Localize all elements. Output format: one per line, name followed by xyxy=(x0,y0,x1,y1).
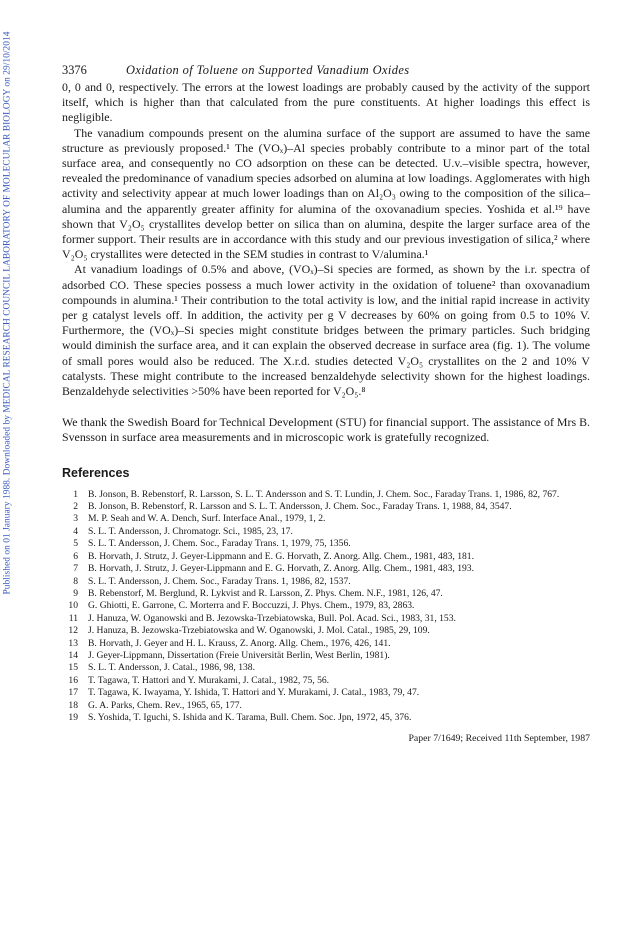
reference-item xyxy=(62,551,590,563)
reference-item xyxy=(62,563,590,575)
reference-item xyxy=(62,600,590,612)
reference-item xyxy=(62,513,590,525)
reference-number: 9 xyxy=(73,587,78,599)
body-paragraph: The vanadium compounds present on the alumina surface of the support are assumed to have the same structure as previously proposed.¹ The (VOₓ)–Al species probably contribute to a minor part of the total surface area, and consequently no CO adsorption on these can be detected. U.v.–visible spectra, however, revealed the predominance of vanadium species adsorbed on alumina at low loadings. Agglomerates with high activity and selectivity appear at much lower loadings than on Al₂O₃ owing to the composition of the silica–alumina and the apparently greater affinity for alumina of the oxovanadium species. Yoshida et al.¹⁹ have shown that V₂O₅ crystallites develop better on silica than on alumina, despite the larger surface area of the former support. Their results are in accordance with this study and our previous investigation of silica,² where V₂O₅ crystallites were detected in the SEM studies in contrast to V/alumina.¹ xyxy=(62,125,590,262)
reference-text: T. Tagawa, K. Iwayama, Y. Ishida, T. Hattori and Y. Murakami, J. Catal., 1983, 79, 47. xyxy=(88,687,420,699)
reference-text: B. Jonson, B. Rebenstorf, R. Larsson, S. L. T. Andersson and S. T. Lundin, J. Chem. Soc., Faraday Trans. 1, 1986, 82, 767. xyxy=(88,488,560,500)
reference-text: B. Rebenstorf, M. Berglund, R. Lykvist and R. Larsson, Z. Phys. Chem. N.F., 1981, 126, 47. xyxy=(88,587,443,599)
reference-number: 10 xyxy=(68,600,78,612)
reference-item xyxy=(62,588,590,600)
acknowledgement: We thank the Swedish Board for Technical Development (STU) for financial support. The assistance of Mrs B. Svensson in surface area measurements and in microscopic work is gratefully recognized. xyxy=(62,415,590,445)
download-watermark-text: Published on 01 January 1988. Downloaded by MEDICAL RESEARCH COUNCIL LABORATORY OF MOLECULAR BIOLOGY on 29/10/2014 xyxy=(2,31,13,594)
reference-text: S. L. T. Andersson, J. Chem. Soc., Faraday Trans. 1, 1979, 75, 1356. xyxy=(88,538,351,550)
reference-number: 13 xyxy=(68,637,78,649)
reference-text: B. Horvath, J. Geyer and H. L. Krauss, Z. Anorg. Allg. Chem., 1976, 426, 141. xyxy=(88,637,391,649)
reference-item xyxy=(62,712,590,724)
reference-number: 5 xyxy=(73,538,78,550)
page-number: 3376 xyxy=(62,63,87,77)
reference-number: 12 xyxy=(68,625,78,637)
running-header xyxy=(62,62,590,80)
reference-item xyxy=(62,501,590,513)
reference-item xyxy=(62,538,590,550)
reference-text: B. Horvath, J. Strutz, J. Geyer-Lippmann and E. G. Horvath, Z. Anorg. Allg. Chem., 1981, 483, 193. xyxy=(88,563,475,575)
reference-item xyxy=(62,638,590,650)
references-list xyxy=(62,489,590,725)
reference-text: B. Jonson, B. Rebenstorf, R. Larsson and S. L. T. Andersson, J. Chem. Soc., Faraday Trans. 1, 1988, 84, 3547. xyxy=(88,501,512,513)
article-page xyxy=(62,62,590,744)
reference-text: B. Horvath, J. Strutz, J. Geyer-Lippmann and E. G. Horvath, Z. Anorg. Allg. Chem., 1981, 483, 181. xyxy=(88,550,475,562)
reference-number: 4 xyxy=(73,525,78,537)
reference-text: T. Tagawa, T. Hattori and Y. Murakami, J. Catal., 1982, 75, 56. xyxy=(88,674,330,686)
reference-text: M. P. Seah and W. A. Dench, Surf. Interface Anal., 1979, 1, 2. xyxy=(88,513,326,525)
reference-item xyxy=(62,650,590,662)
reference-number: 7 xyxy=(73,563,78,575)
reference-item xyxy=(62,662,590,674)
reference-number: 14 xyxy=(68,649,78,661)
reference-number: 3 xyxy=(73,513,78,525)
reference-text: S. L. T. Andersson, J. Chromatogr. Sci., 1985, 23, 17. xyxy=(88,525,293,537)
reference-number: 1 xyxy=(73,488,78,500)
reference-text: S. L. T. Andersson, J. Catal., 1986, 98, 138. xyxy=(88,662,255,674)
received-note: Paper 7/1649; Received 11th September, 1987 xyxy=(408,733,590,745)
reference-number: 16 xyxy=(68,674,78,686)
reference-text: G. Ghiotti, E. Garrone, C. Morterra and F. Boccuzzi, J. Phys. Chem., 1979, 83, 2863. xyxy=(88,600,415,612)
reference-item xyxy=(62,687,590,699)
body-paragraph: 0, 0 and 0, respectively. The errors at the lowest loadings are probably caused by the activity of the support itself, which is higher than that calculated from the pure constituents. At higher loadings this effect is negligible. xyxy=(62,80,590,125)
reference-number: 6 xyxy=(73,550,78,562)
reference-item xyxy=(62,576,590,588)
reference-text: J. Geyer-Lippmann, Dissertation (Freie Universität Berlin, West Berlin, 1981). xyxy=(88,649,390,661)
reference-number: 17 xyxy=(68,687,78,699)
reference-item xyxy=(62,625,590,637)
reference-number: 8 xyxy=(73,575,78,587)
reference-number: 11 xyxy=(68,612,78,624)
reference-text: G. A. Parks, Chem. Rev., 1965, 65, 177. xyxy=(88,699,242,711)
running-title: Oxidation of Toluene on Supported Vanadium Oxides xyxy=(126,63,410,77)
reference-text: S. Yoshida, T. Iguchi, S. Ishida and K. Tarama, Bull. Chem. Soc. Jpn, 1972, 45, 376. xyxy=(88,711,412,723)
reference-text: J. Hanuza, B. Jezowska-Trzebiatowska and W. Oganowski, J. Mol. Catal., 1985, 29, 109. xyxy=(88,625,430,637)
reference-item xyxy=(62,489,590,501)
article-body xyxy=(62,80,590,446)
reference-number: 19 xyxy=(68,711,78,723)
references-heading: References xyxy=(62,465,130,480)
body-paragraph: At vanadium loadings of 0.5% and above, (VOₓ)–Si species are formed, as shown by the i.r. spectra of adsorbed CO. These species possess a much lower activity in the oxidation of toluene² than oxovanadium compounds in alumina.¹ Their contribution to the total activity is low, and the initial rapid increase in activity per g catalyst levels off. In addition, the activity per g V decreases by 60% on going from 0.5 to 10% V. Furthermore, the (VOₓ)–Si species might constitute bridges between the primary particles. Such bridging would diminish the surface area, and it can explain the observed decrease in surface area (fig. 1). The volume of small pores would also be reduced. The X.r.d. studies detected V₂O₅ crystallites on the 2 and 10% V catalysts. These might contribute to the increased benzaldehyde selectivity shown for the highest loadings. Benzaldehyde selectivities >50% have been reported for V₂O₅.⁸ xyxy=(62,262,590,399)
reference-number: 18 xyxy=(68,699,78,711)
reference-text: J. Hanuza, W. Oganowski and B. Jezowska-Trzebiatowska, Bull. Pol. Acad. Sci., 1983, 31, 153. xyxy=(88,612,456,624)
reference-item xyxy=(62,613,590,625)
reference-text: S. L. T. Andersson, J. Chem. Soc., Faraday Trans. 1, 1986, 82, 1537. xyxy=(88,575,351,587)
reference-item xyxy=(62,700,590,712)
reference-number: 2 xyxy=(73,501,78,513)
reference-item xyxy=(62,675,590,687)
reference-item xyxy=(62,526,590,538)
reference-number: 15 xyxy=(68,662,78,674)
download-watermark xyxy=(0,0,18,625)
